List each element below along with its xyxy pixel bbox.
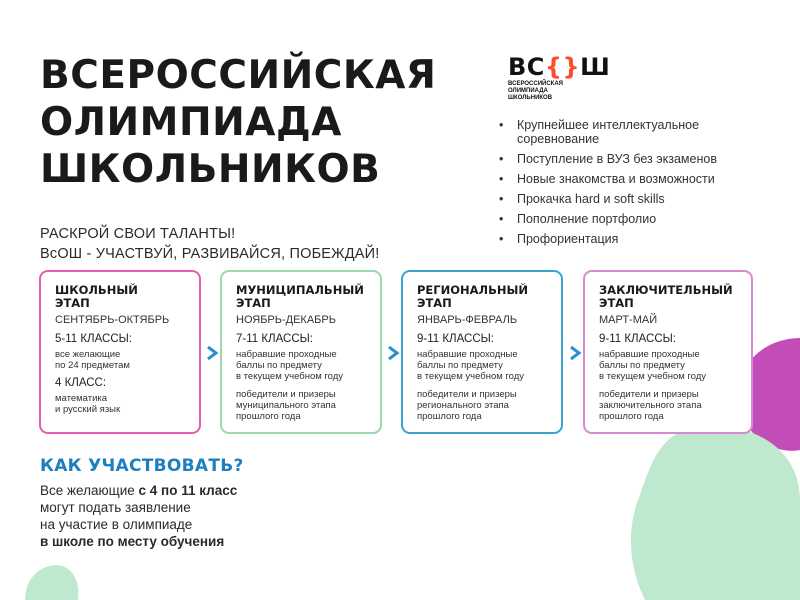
benefits-list [497,118,777,252]
chevron-right-icon [205,346,219,360]
chevron-right-icon [386,346,400,360]
how-to-participate-text [40,482,237,550]
stage-title [55,284,189,310]
stage-description-secondary [417,389,551,422]
how-line-bold: в школе по месту обучения [40,534,225,549]
stage-months: ЯНВАРЬ-ФЕВРАЛЬ [417,314,518,326]
stage-description-line: прошлого года [599,411,664,422]
stage-description-line: победители и призеры [236,389,336,400]
slogan-line: РАСКРОЙ СВОИ ТАЛАНТЫ! [40,226,236,242]
logo-brace: {} [544,53,581,81]
how-to-participate-title: КАК УЧАСТВОВАТЬ? [40,456,244,476]
benefit-item: • Поступление в ВУЗ без экзаменов [497,152,777,166]
stage-grades-secondary: 4 КЛАСС: [55,377,107,389]
stage-title-line: ШКОЛЬНЫЙ [55,283,138,297]
stage-grades: 5-11 КЛАССЫ: [55,333,133,345]
stage-description-line: прошлого года [236,411,301,422]
benefit-item: • Профориентация [497,232,777,246]
logo-mark [508,54,610,80]
stage-card-final [583,270,753,434]
decorative-blob-green-small [20,560,80,600]
stage-description-line: победители и призеры [599,389,699,400]
stage-description-line: баллы по предмету [236,360,322,371]
title-line: ШКОЛЬНИКОВ [40,147,381,192]
stage-description-secondary [55,393,189,415]
stage-title-line: РЕГИОНАЛЬНЫЙ [417,283,529,297]
stage-title-line: ЗАКЛЮЧИТЕЛЬНЫЙ [599,283,733,297]
how-line [40,482,237,499]
stage-description-line: в текущем учебном году [417,371,525,382]
stage-card-municipal [220,270,382,434]
stage-title-line: ЭТАП [417,296,452,310]
slogan [40,224,380,264]
stage-title-line: ЭТАП [599,296,634,310]
stage-description [55,349,189,371]
benefit-item: • Новые знакомства и возможности [497,172,777,186]
stage-title [236,284,370,310]
page-title [40,52,436,193]
logo-mark-left: ВС [508,53,545,81]
stage-grades: 9-11 КЛАССЫ: [599,333,677,345]
stage-description-line: баллы по предмету [599,360,685,371]
how-line: могут подать заявление [40,500,191,515]
stage-description-line: муниципального этапа [236,400,336,411]
stage-description-line: набравшие проходные [599,349,700,360]
logo-subtitle-line: ОЛИМПИАДА [508,88,548,94]
stage-description-line: регионального этапа [417,400,509,411]
title-line: ВСЕРОССИЙСКАЯ [40,53,437,98]
stage-months: МАРТ-МАЙ [599,314,658,326]
chevron-right-icon [568,346,582,360]
decorative-blob-green [625,420,800,600]
vsosh-logo [508,54,610,102]
stage-description-line: все желающие [55,349,121,360]
stage-description-line: и русский язык [55,404,121,415]
stage-description-line: набравшие проходные [236,349,337,360]
slogan-line: ВсОШ - УЧАСТВУЙ, РАЗВИВАЙСЯ, ПОБЕЖДАЙ! [40,246,380,262]
stage-grades: 7-11 КЛАССЫ: [236,333,314,345]
benefit-item: • Прокачка hard и soft skills [497,192,777,206]
stage-description-line: математика [55,393,108,404]
stage-description-secondary [599,389,741,422]
stage-description-secondary [236,389,370,422]
stage-title [417,284,551,310]
stage-description-line: баллы по предмету [417,360,503,371]
how-line: на участие в олимпиаде [40,517,193,532]
stage-title-line: МУНИЦИПАЛЬНЫЙ [236,283,364,297]
stage-description-line: в текущем учебном году [599,371,707,382]
stage-description-line: в текущем учебном году [236,371,344,382]
stage-months: НОЯБРЬ-ДЕКАБРЬ [236,314,336,326]
stage-card-regional [401,270,563,434]
logo-mark-right: Ш [580,53,611,81]
logo-subtitle [508,81,610,102]
stage-description-line: по 24 предметам [55,360,130,371]
stage-grades: 9-11 КЛАССЫ: [417,333,495,345]
stage-description-line: победители и призеры [417,389,517,400]
stage-title-line: ЭТАП [236,296,271,310]
logo-subtitle-line: ШКОЛЬНИКОВ [508,95,553,101]
stage-title-line: ЭТАП [55,296,90,310]
title-line: ОЛИМПИАДА [40,100,342,145]
stage-description [417,349,551,382]
how-line-bold: с 4 по 11 класс [138,483,238,498]
how-line-normal: Все желающие [40,483,139,498]
stage-description-line: заключительного этапа [599,400,702,411]
logo-subtitle-line: ВСЕРОССИЙСКАЯ [508,81,563,87]
stage-card-school [39,270,201,434]
stage-description [236,349,370,382]
stage-description-line: набравшие проходные [417,349,518,360]
stage-months: СЕНТЯБРЬ-ОКТЯБРЬ [55,314,170,326]
stage-title [599,284,741,310]
stage-description-line: прошлого года [417,411,482,422]
how-line [40,533,237,550]
stage-description [599,349,741,382]
benefit-item: • Пополнение портфолио [497,212,777,226]
benefit-item: • Крупнейшее интеллектуальное соревнование [497,118,777,146]
